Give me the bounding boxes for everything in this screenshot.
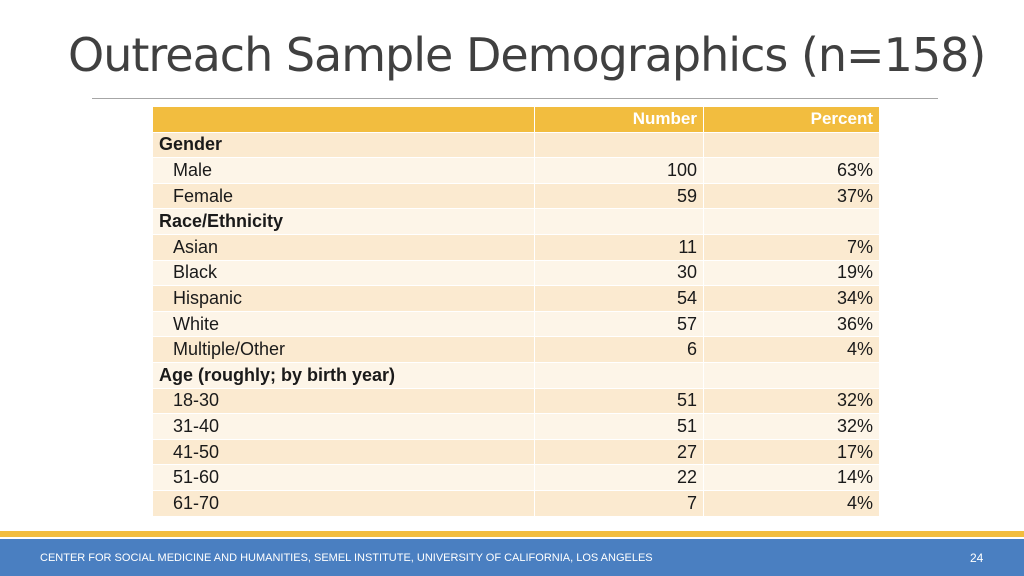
row-label: Male xyxy=(153,158,535,184)
row-number xyxy=(535,362,704,388)
table-row-section-gender xyxy=(153,132,880,158)
table-header-row xyxy=(153,107,880,133)
table-row xyxy=(153,465,880,491)
table-row xyxy=(153,311,880,337)
row-label: Asian xyxy=(153,234,535,260)
row-number: 59 xyxy=(535,183,704,209)
row-number: 57 xyxy=(535,311,704,337)
footer-accent-stripe xyxy=(0,531,1024,537)
row-number: 7 xyxy=(535,490,704,516)
row-label: 61-70 xyxy=(153,490,535,516)
table-row xyxy=(153,286,880,312)
row-number: 6 xyxy=(535,337,704,363)
row-label: Gender xyxy=(153,132,535,158)
table-row xyxy=(153,490,880,516)
row-percent xyxy=(704,209,880,235)
row-number: 100 xyxy=(535,158,704,184)
row-number: 11 xyxy=(535,234,704,260)
row-percent: 32% xyxy=(704,414,880,440)
row-label: White xyxy=(153,311,535,337)
row-label: 51-60 xyxy=(153,465,535,491)
row-number: 51 xyxy=(535,414,704,440)
table-row xyxy=(153,158,880,184)
demographics-table xyxy=(152,106,880,517)
row-percent: 7% xyxy=(704,234,880,260)
row-number: 30 xyxy=(535,260,704,286)
row-label: 31-40 xyxy=(153,414,535,440)
table-row xyxy=(153,337,880,363)
row-number: 22 xyxy=(535,465,704,491)
row-number: 51 xyxy=(535,388,704,414)
row-label: 18-30 xyxy=(153,388,535,414)
row-number xyxy=(535,132,704,158)
row-percent: 34% xyxy=(704,286,880,312)
table-row-section-race xyxy=(153,209,880,235)
row-label: Female xyxy=(153,183,535,209)
row-label: 41-50 xyxy=(153,439,535,465)
row-label: Age (roughly; by birth year) xyxy=(153,362,535,388)
table-row-section-age xyxy=(153,362,880,388)
row-label: Multiple/Other xyxy=(153,337,535,363)
row-percent: 19% xyxy=(704,260,880,286)
row-percent: 4% xyxy=(704,490,880,516)
table-row xyxy=(153,439,880,465)
table-row xyxy=(153,183,880,209)
footer-bar xyxy=(0,539,1024,576)
header-label-cell xyxy=(153,107,535,133)
header-number: Number xyxy=(535,107,704,133)
row-number xyxy=(535,209,704,235)
table-row xyxy=(153,234,880,260)
table-row xyxy=(153,388,880,414)
row-percent: 14% xyxy=(704,465,880,491)
row-percent xyxy=(704,362,880,388)
row-label: Race/Ethnicity xyxy=(153,209,535,235)
footer-institution-text: CENTER FOR SOCIAL MEDICINE AND HUMANITIES, SEMEL INSTITUTE, UNIVERSITY OF CALIFORNIA, LOS ANGELES xyxy=(40,552,653,564)
row-percent: 32% xyxy=(704,388,880,414)
row-percent: 36% xyxy=(704,311,880,337)
table-row xyxy=(153,260,880,286)
row-percent: 37% xyxy=(704,183,880,209)
row-percent: 17% xyxy=(704,439,880,465)
row-number: 27 xyxy=(535,439,704,465)
slide-title: Outreach Sample Demographics (n=158) xyxy=(68,28,986,82)
row-label: Hispanic xyxy=(153,286,535,312)
page-number: 24 xyxy=(970,551,984,565)
row-number: 54 xyxy=(535,286,704,312)
row-label: Black xyxy=(153,260,535,286)
table-row xyxy=(153,414,880,440)
row-percent: 63% xyxy=(704,158,880,184)
title-divider xyxy=(92,98,938,99)
header-percent: Percent xyxy=(704,107,880,133)
row-percent xyxy=(704,132,880,158)
row-percent: 4% xyxy=(704,337,880,363)
